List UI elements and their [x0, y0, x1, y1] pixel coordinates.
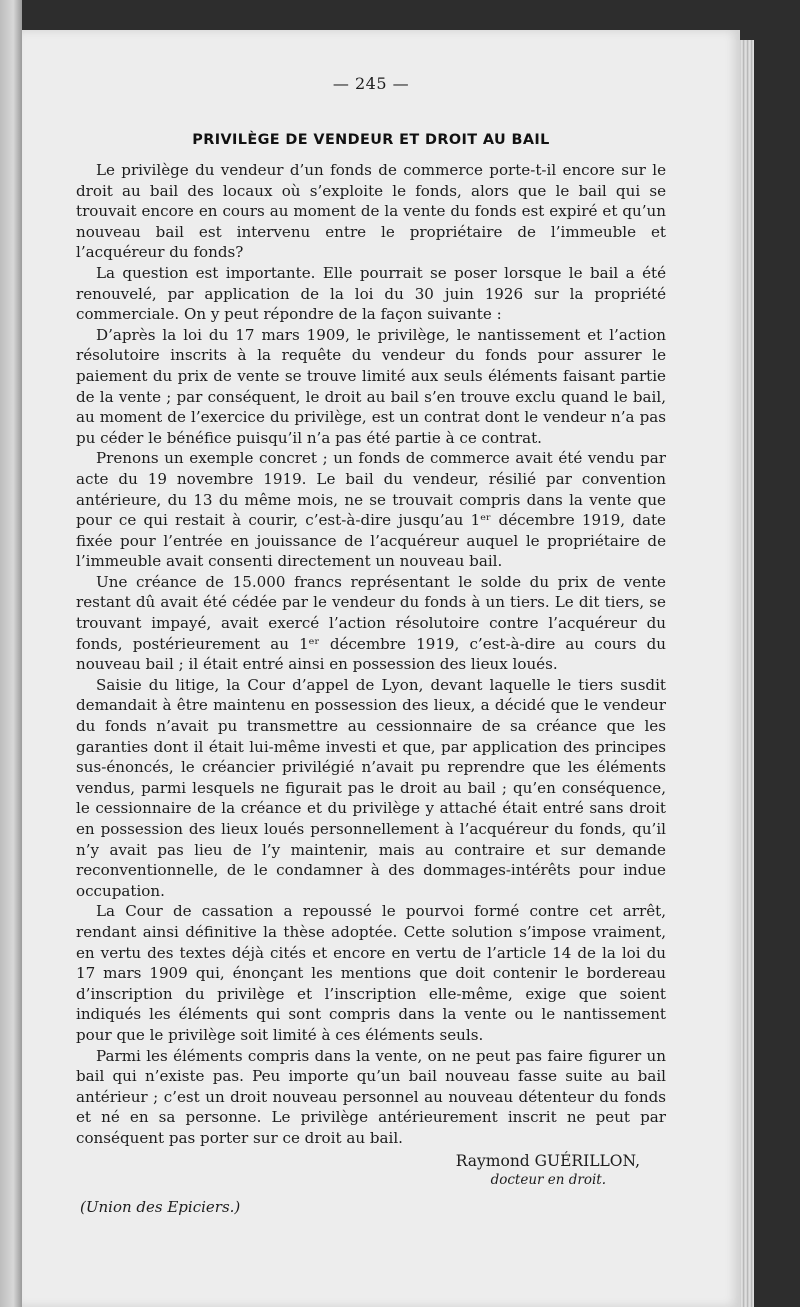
paragraph: Le privilège du vendeur d’un fonds de commerce porte-t-il encore sur le droit au bail des locaux où s’exploite le fonds, alors que le bail qui se trouvait encore en cours au moment de la vente du fonds est expiré et qu’un nouveau bail est intervenu entre le propriétaire de l’immeuble et l’acquéreur du fonds? — [76, 161, 666, 262]
page-number: — 245 — — [332, 74, 410, 93]
left-page-edge — [0, 0, 22, 1307]
paragraph: Parmi les éléments compris dans la vente, on ne peut pas faire figurer un bail qui n’existe pas. Peu importe qu’un bail nouveau fasse suite au bail antérieur ; c’est un droit nouveau personnel au nouveau détenteur du fonds et né en sa personne. Le privilège antérieurement inscrit ne peut par conséquent pas porter sur ce droit au bail. — [76, 1046, 666, 1147]
paragraph: Saisie du litige, la Cour d’appel de Lyon, devant laquelle le tiers susdit demandait à être maintenu en possession des lieux, a décidé que le vendeur du fonds n’avait pu transmettre au cessionnaire de sa créance que les garanties dont il était lui-même investi et que, par application des principes sus-énoncés, le créancier privilégié n’avait pu reprendre que les éléments vendus, parmi lesquels ne figurait pas le droit au bail ; qu’en conséquence, le cessionnaire de la créance et du privilège y attaché était entré sans droit en possession des lieux loués personnellement à l’acquéreur du fonds, qu’il n’y avait pas lieu de l’y maintenir, mais au contraire et sur demande reconventionnelle, de le condamner à des dommages-intérêts pour indue occupation. — [76, 675, 666, 900]
paragraph: La Cour de cassation a repoussé le pourvoi formé contre cet arrêt, rendant ainsi définitive la thèse adoptée. Cette solution s’impose vraiment, en vertu des textes déjà cités et encore en vertu de l’article 14 de la loi du 17 mars 1909 qui, énonçant les mentions que doit contenir le bordereau d’inscription du privilège et l’inscription elle-même, exige que soient indiqués les éléments qui sont compris dans la vente ou le nantissement pour que le privilège soit limité à ces éléments seuls. — [76, 902, 666, 1044]
author-name: Raymond GUÉRILLON, — [455, 1151, 640, 1170]
paragraph: La question est importante. Elle pourrait se poser lorsque le bail a été renouvelé, par application de la loi du 30 juin 1926 sur la propriété commerciale. On y peut répondre de la façon suivante : — [76, 263, 666, 324]
page — [22, 30, 740, 1307]
article-body — [76, 160, 666, 1218]
paragraph: D’après la loi du 17 mars 1909, le privilège, le nantissement et l’action résolutoire inscrits à la requête du vendeur du fonds pour assurer le paiement du prix de vente se trouve limité aux seuls éléments faisant partie de la vente ; par conséquent, le droit au bail s’en trouve exclu quand le bail, au moment de l’exercice du privilège, est un contrat dont le vendeur n’a pas pu céder le bénéfice puisqu’il n’a pas été partie à ce contrat. — [76, 325, 666, 447]
paragraph: Prenons un exemple concret ; un fonds de commerce avait été vendu par acte du 19 novembre 1919. Le bail du vendeur, résilié par convention antérieure, du 13 du même mois, ne se trouvait compris dans la vente que pour ce qui restait à courir, c’est-à-dire jusqu’au 1ᵉʳ décembre 1919, date fixée pour l’entrée en jouissance de l’acquéreur auquel le propriétaire de l’immeuble avait consenti directement un nouveau bail. — [76, 449, 666, 571]
article-title: PRIVILÈGE DE VENDEUR ET DROIT AU BAIL — [192, 132, 550, 148]
author-title: docteur en droit. — [490, 1172, 606, 1189]
paragraph: Une créance de 15.000 francs représentant le solde du prix de vente restant dû avait été cédée par le vendeur du fonds à un tiers. Le dit tiers, se trouvant impayé, avait exercé l’action résolutoire contre l’acquéreur du fonds, postérieurement au 1ᵉʳ décembre 1919, c’est-à-dire au cours du nouveau bail ; il était entré ainsi en possession des lieux loués. — [76, 572, 666, 674]
source-citation: (Union des Epiciers.) — [80, 1198, 241, 1217]
signature — [76, 1151, 666, 1190]
